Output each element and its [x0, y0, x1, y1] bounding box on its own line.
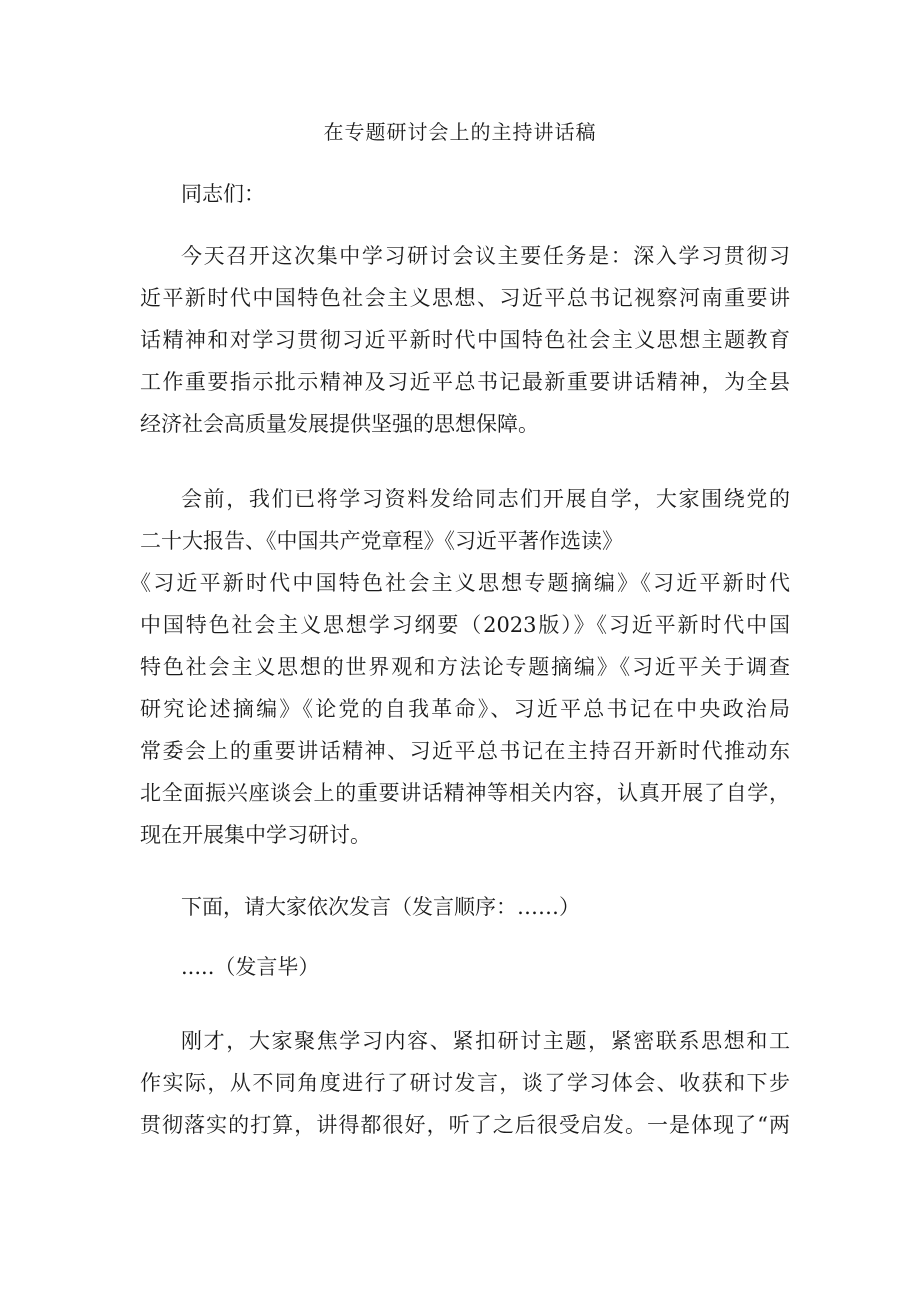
paragraph-5-line-2: 作实际，从不同角度进行了研讨发言，谈了学习体会、收获和下步 [140, 1071, 790, 1095]
paragraph-2-line-8: 北全面振兴座谈会上的重要讲话精神等相关内容，认真开展了自学， [140, 781, 790, 805]
paragraph-1-line-5: 经济社会高质量发展提供坚强的思想保障。 [140, 412, 539, 436]
paragraph-2-line-7: 常委会上的重要讲话精神、习近平总书记在主持召开新时代推动东 [140, 739, 790, 763]
paragraph-1-line-1: 今天召开这次集中学习研讨会议主要任务是：深入学习贯彻习 [181, 244, 790, 268]
paragraph-1-line-4: 工作重要指示批示精神及习近平总书记最新重要讲话精神，为全县 [140, 370, 790, 394]
paragraph-4: .....（发言毕） [181, 955, 320, 979]
paragraph-1-line-2: 近平新时代中国特色社会主义思想、习近平总书记视察河南重要讲 [140, 286, 790, 310]
paragraph-2-line-2: 二十大报告、《中国共产党章程》《习近平著作选读》 [140, 529, 623, 553]
paragraph-2-line-9: 现在开展集中学习研讨。 [140, 823, 371, 847]
paragraph-2-line-1: 会前，我们已将学习资料发给同志们开展自学，大家围绕党的 [181, 487, 790, 511]
paragraph-5-line-3: 贯彻落实的打算，讲得都很好，听了之后很受启发。一是体现了“两 [140, 1113, 790, 1137]
paragraph-2-line-5: 特色社会主义思想的世界观和方法论专题摘编》《习近平关于调查 [140, 655, 790, 679]
document-title: 在专题研讨会上的主持讲话稿 [323, 120, 597, 144]
paragraph-2-line-6: 研究论述摘编》《论党的自我革命》、习近平总书记在中央政治局 [140, 697, 790, 721]
paragraph-2-line-3: 《习近平新时代中国特色社会主义思想专题摘编》《习近平新时代 [130, 571, 790, 595]
paragraph-2-line-4: 中国特色社会主义思想学习纲要（2023版）》《习近平新时代中国 [140, 613, 790, 637]
salutation: 同志们： [181, 182, 265, 206]
paragraph-5-line-1: 刚才，大家聚焦学习内容、紧扣研讨主题，紧密联系思想和工 [181, 1029, 790, 1053]
paragraph-3: 下面，请大家依次发言（发言顺序：……） [181, 895, 580, 919]
paragraph-1-line-3: 话精神和对学习贯彻习近平新时代中国特色社会主义思想主题教育 [140, 328, 790, 352]
